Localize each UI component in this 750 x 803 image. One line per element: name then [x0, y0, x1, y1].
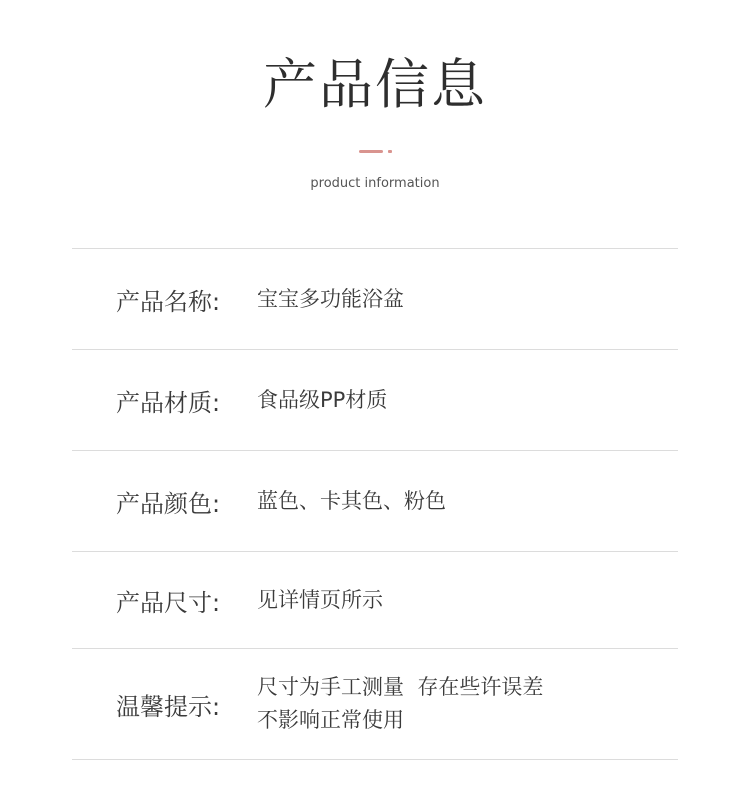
- row-value: [257, 584, 678, 617]
- row-value: [257, 283, 678, 316]
- row-value-line: 见详情页所示: [257, 587, 383, 612]
- product-info-table: [72, 248, 678, 760]
- info-row-name: [72, 248, 678, 349]
- accent-dot: [388, 150, 392, 153]
- info-row-material: [72, 349, 678, 450]
- page-title: 产品信息: [263, 53, 487, 116]
- info-row-size: [72, 551, 678, 648]
- info-row-color: [72, 450, 678, 551]
- row-value-line: 不影响正常使用: [257, 708, 404, 732]
- row-label: 产品尺寸:: [116, 588, 221, 617]
- row-label: 产品名称:: [116, 287, 221, 316]
- row-label: 产品材质:: [116, 388, 221, 417]
- product-info-header: [0, 0, 750, 230]
- row-label: 产品颜色:: [116, 489, 221, 518]
- page-subtitle: product information: [310, 176, 440, 191]
- row-value: [257, 671, 678, 737]
- row-value-line: 蓝色、卡其色、粉色: [257, 488, 446, 513]
- row-value-line: 尺寸为手工测量 存在些许误差: [257, 675, 544, 699]
- row-label: 温馨提示:: [116, 692, 221, 721]
- row-value-line: 宝宝多功能浴盆: [257, 286, 404, 311]
- title-accent-divider: [359, 150, 392, 153]
- row-value-line: 食品级PP材质: [257, 387, 388, 412]
- row-value: [257, 485, 678, 518]
- row-value: [257, 384, 678, 417]
- info-row-tips: [72, 648, 678, 760]
- accent-bar: [359, 150, 383, 153]
